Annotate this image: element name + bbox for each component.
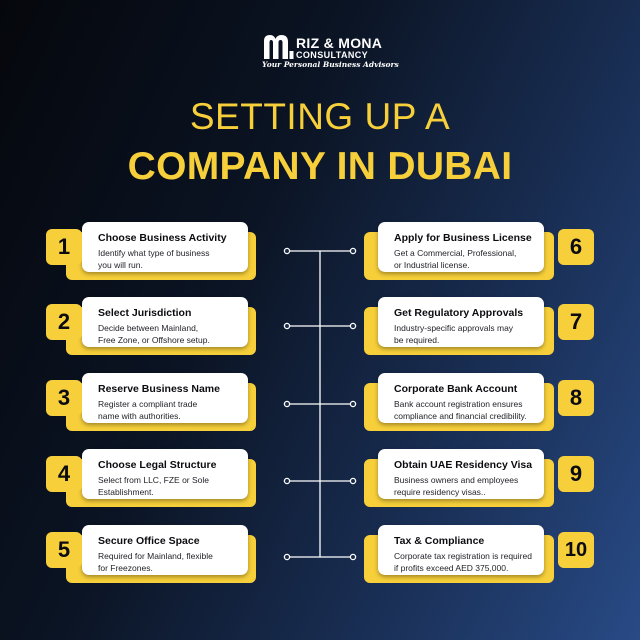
step-title: Get Regulatory Approvals — [394, 307, 524, 319]
step-number-badge: 5 — [46, 532, 82, 568]
step-title: Obtain UAE Residency Visa — [394, 459, 533, 471]
step-title: Reserve Business Name — [98, 383, 220, 395]
heading-line2: COMPANY IN DUBAI — [127, 145, 513, 188]
step-card — [82, 222, 248, 272]
brand-tagline: Your Personal Business Advisors — [262, 60, 399, 69]
step-card — [378, 373, 544, 423]
step-number-badge: 1 — [46, 229, 82, 265]
brand-name-line2: CONSULTANCY — [296, 50, 369, 60]
heading-line1: SETTING UP A — [189, 96, 451, 137]
step-number-badge: 9 — [558, 456, 594, 492]
step-card — [82, 297, 248, 347]
step-card — [378, 297, 544, 347]
step-number-badge: 3 — [46, 380, 82, 416]
step-description: Business owners and employees require residency visas.. — [394, 475, 519, 497]
step-title: Apply for Business License — [394, 232, 532, 244]
step-description: Bank account registration ensures compliance and financial credibility. — [394, 399, 527, 421]
step-title: Corporate Bank Account — [394, 383, 518, 395]
step-title: Choose Legal Structure — [98, 459, 217, 471]
step-title: Tax & Compliance — [394, 535, 485, 547]
step-number-badge: 7 — [558, 304, 594, 340]
step-description: Corporate tax registration is required if profits exceed AED 375,000. — [394, 551, 532, 573]
step-card — [82, 449, 248, 499]
step-number-badge: 10 — [558, 532, 594, 568]
step-title: Choose Business Activity — [98, 232, 227, 244]
step-description: Identify what type of business you will run. — [98, 248, 210, 270]
step-number-badge: 8 — [558, 380, 594, 416]
step-description: Select from LLC, FZE or Sole Establishment. — [98, 475, 210, 497]
step-description: Decide between Mainland, Free Zone, or Offshore setup. — [98, 323, 210, 345]
step-description: Industry-specific approvals may be required. — [394, 323, 514, 345]
step-card — [378, 449, 544, 499]
step-card — [82, 373, 248, 423]
step-title: Secure Office Space — [98, 535, 200, 547]
step-card — [82, 525, 248, 575]
logo-m-icon — [262, 32, 294, 60]
step-number-badge: 4 — [46, 456, 82, 492]
step-card — [378, 525, 544, 575]
brand-name: RIZ & MONA — [296, 35, 383, 51]
step-number-badge: 2 — [46, 304, 82, 340]
step-description: Required for Mainland, flexible for Freezones. — [98, 551, 213, 573]
step-number-badge: 6 — [558, 229, 594, 265]
step-title: Select Jurisdiction — [98, 307, 192, 319]
step-description: Register a compliant trade name with authorities. — [98, 399, 198, 421]
step-description: Get a Commercial, Professional, or Industrial license. — [394, 248, 517, 270]
step-card — [378, 222, 544, 272]
brand-logo — [262, 32, 399, 69]
